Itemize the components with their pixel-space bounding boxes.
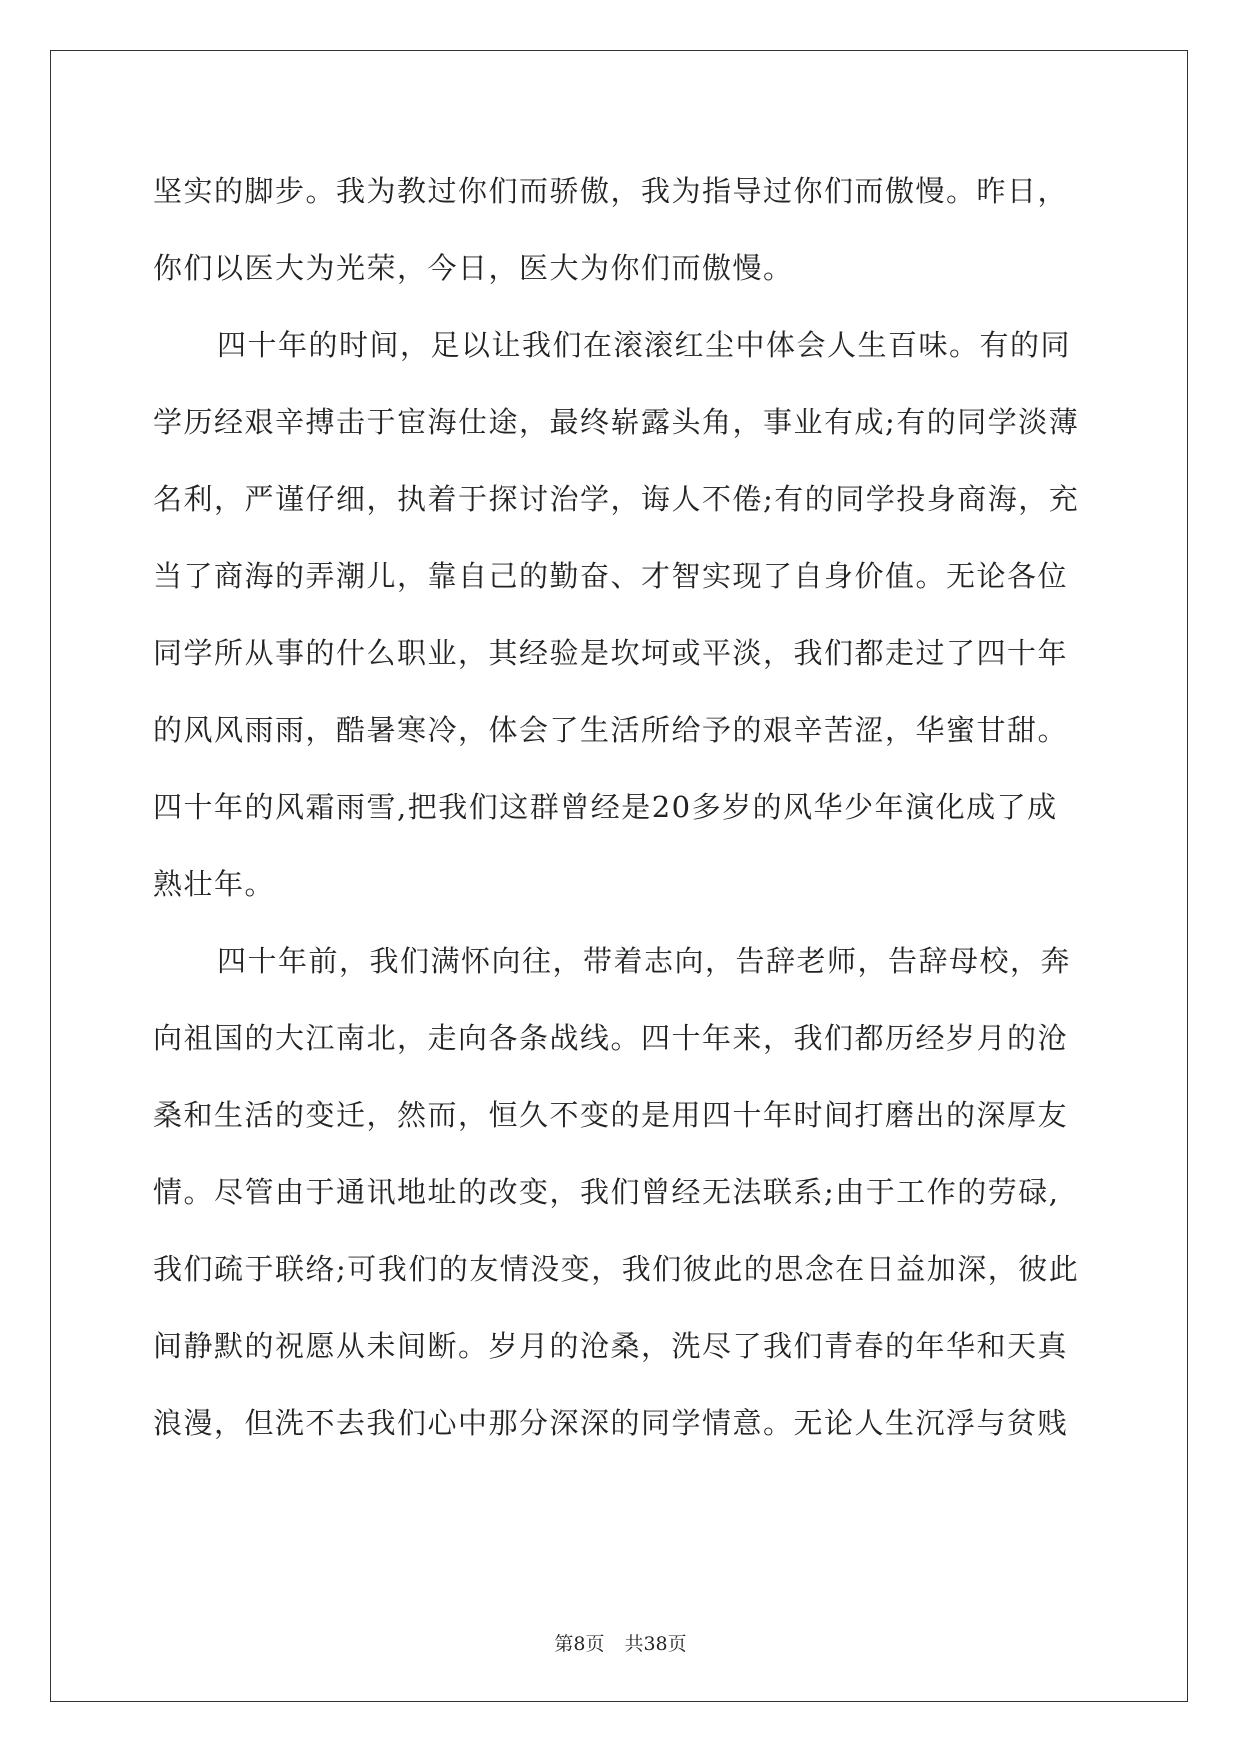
text-line: 名利，严谨仔细，执着于探讨治学，诲人不倦;有的同学投身商海，充 [153, 482, 1080, 516]
text-line: 我们疏于联络;可我们的友情没变，我们彼此的思念在日益加深，彼此 [153, 1252, 1080, 1286]
paragraph-start-line: 四十年的时间，足以让我们在滚滚红尘中体会人生百味。有的同 [217, 328, 1072, 362]
text-line: 坚实的脚步。我为教过你们而骄傲，我为指导过你们而傲慢。昨日， [153, 174, 1069, 208]
page-number: 第8页 [554, 1633, 605, 1655]
text-line: 熟壮年。 [153, 867, 276, 901]
text-line: 当了商海的弄潮儿，靠自己的勤奋、才智实现了自身价值。无论各位 [153, 559, 1069, 593]
paragraph-start-line: 四十年前，我们满怀向往，带着志向，告辞老师，告辞母校，奔 [217, 944, 1072, 978]
total-pages: 共38页 [624, 1633, 687, 1655]
text-line: 的风风雨雨，酷暑寒冷，体会了生活所给予的艰辛苦涩，华蜜甘甜。 [153, 713, 1069, 747]
text-line: 情。尽管由于通讯地址的改变，我们曾经无法联系;由于工作的劳碌, [153, 1175, 1060, 1209]
text-line: 四十年的风霜雨雪,把我们这群曾经是20多岁的风华少年演化成了成 [153, 790, 1058, 824]
text-line: 间静默的祝愿从未间断。岁月的沧桑，洗尽了我们青春的年华和天真 [153, 1329, 1069, 1363]
text-line: 浪漫，但洗不去我们心中那分深深的同学情意。无论人生沉浮与贫贱 [153, 1406, 1069, 1440]
text-line: 桑和生活的变迁，然而，恒久不变的是用四十年时间打磨出的深厚友 [153, 1098, 1069, 1132]
page-footer [0, 1632, 1241, 1656]
text-line: 学历经艰辛搏击于宦海仕途，最终崭露头角，事业有成;有的同学淡薄 [153, 405, 1080, 439]
text-line: 同学所从事的什么职业，其经验是坎坷或平淡，我们都走过了四十年 [153, 636, 1069, 670]
text-line: 你们以医大为光荣，今日，医大为你们而傲慢。 [153, 251, 794, 285]
text-line: 向祖国的大江南北，走向各条战线。四十年来，我们都历经岁月的沧 [153, 1021, 1069, 1055]
